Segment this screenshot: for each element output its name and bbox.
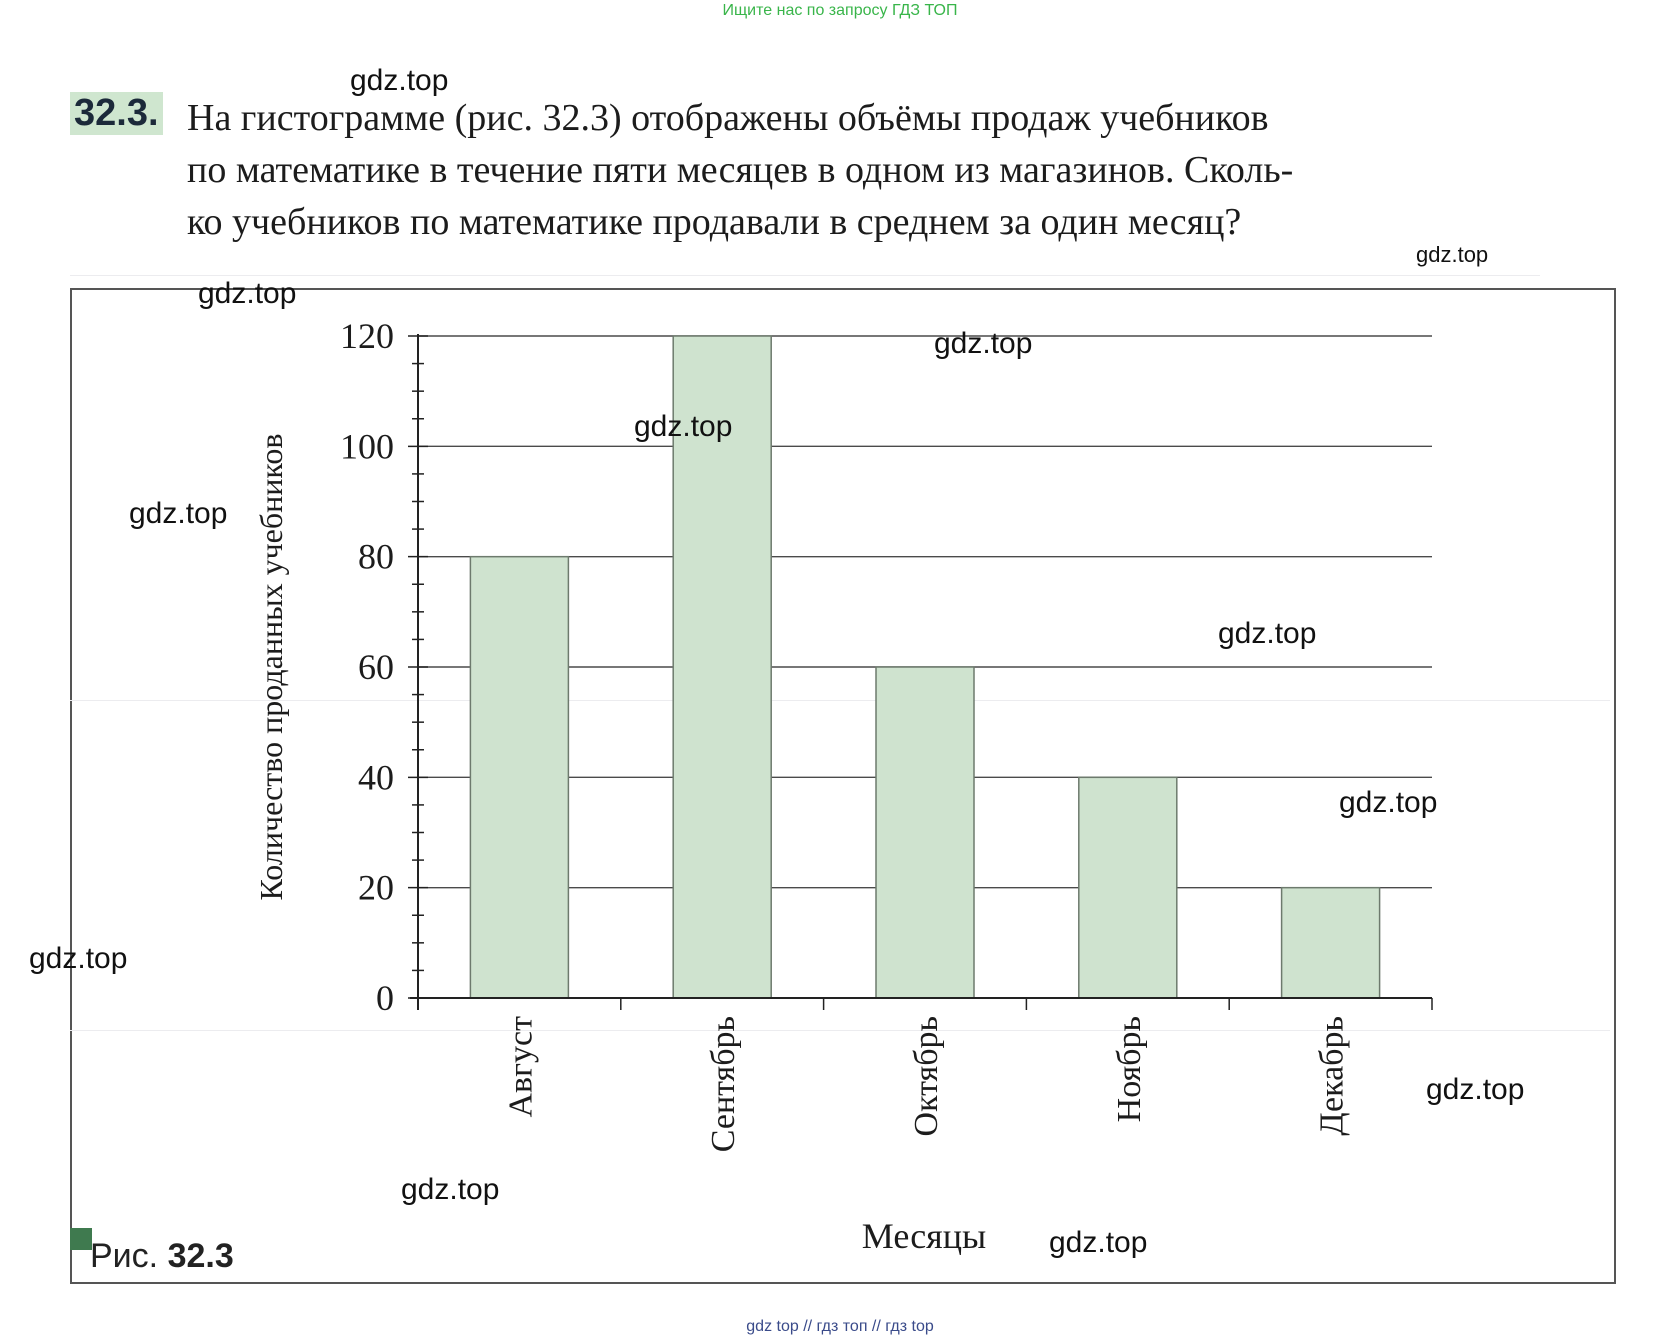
y-axis-label: Количество проданных учебников — [253, 433, 289, 901]
watermark: gdz.top — [401, 1173, 500, 1206]
y-tick-label: 100 — [340, 426, 394, 467]
watermark: gdz.top — [1416, 242, 1489, 267]
watermark: gdz.top — [1218, 617, 1317, 650]
figure-caption-prefix: Рис. — [90, 1237, 159, 1275]
footer-links[interactable]: gdz top // гдз топ // гдз top — [746, 1318, 934, 1335]
y-tick-label: 40 — [358, 757, 394, 798]
watermark: gdz.top — [350, 64, 449, 97]
y-tick-label: 120 — [340, 316, 394, 356]
y-tick-label: 80 — [358, 536, 394, 577]
y-tick-label: 20 — [358, 867, 394, 908]
bar — [876, 667, 974, 998]
problem-number: 32.3. — [70, 92, 163, 135]
watermark: gdz.top — [198, 277, 297, 310]
bar — [1079, 777, 1177, 998]
problem-text-line: ко учебников по математике продавали в среднем за один месяц? — [187, 201, 1242, 243]
bar — [470, 557, 568, 998]
watermark: gdz.top — [634, 410, 733, 443]
figure-caption — [90, 1237, 234, 1276]
watermark: gdz.top — [1339, 786, 1438, 819]
y-tick-label: 0 — [376, 978, 394, 1018]
x-tick-label: Декабрь — [1313, 1016, 1351, 1136]
search-hint-banner[interactable]: Ищите нас по запросу ГДЗ ТОП — [722, 2, 958, 19]
problem-text-line: На гистограмме (рис. 32.3) отображены объёмы продаж учебников — [187, 97, 1269, 139]
watermark: gdz.top — [129, 497, 228, 530]
watermark: gdz.top — [29, 942, 128, 975]
problem-text-line: по математике в течение пяти месяцев в одном из магазинов. Сколь- — [187, 149, 1294, 191]
caption-marker — [70, 1228, 92, 1250]
x-tick-label: Октябрь — [908, 1016, 945, 1137]
bar — [1282, 888, 1380, 998]
watermark: gdz.top — [934, 327, 1033, 360]
watermark: gdz.top — [1426, 1073, 1525, 1106]
x-tick-label: Ноябрь — [1110, 1016, 1148, 1123]
watermark: gdz.top — [1049, 1226, 1148, 1259]
x-axis-label: Месяцы — [861, 1216, 987, 1256]
figure-caption-number: 32.3 — [167, 1237, 234, 1275]
x-tick-label: Август — [502, 1016, 540, 1118]
y-tick-label: 60 — [358, 647, 394, 687]
x-tick-label: Сентябрь — [705, 1016, 743, 1153]
